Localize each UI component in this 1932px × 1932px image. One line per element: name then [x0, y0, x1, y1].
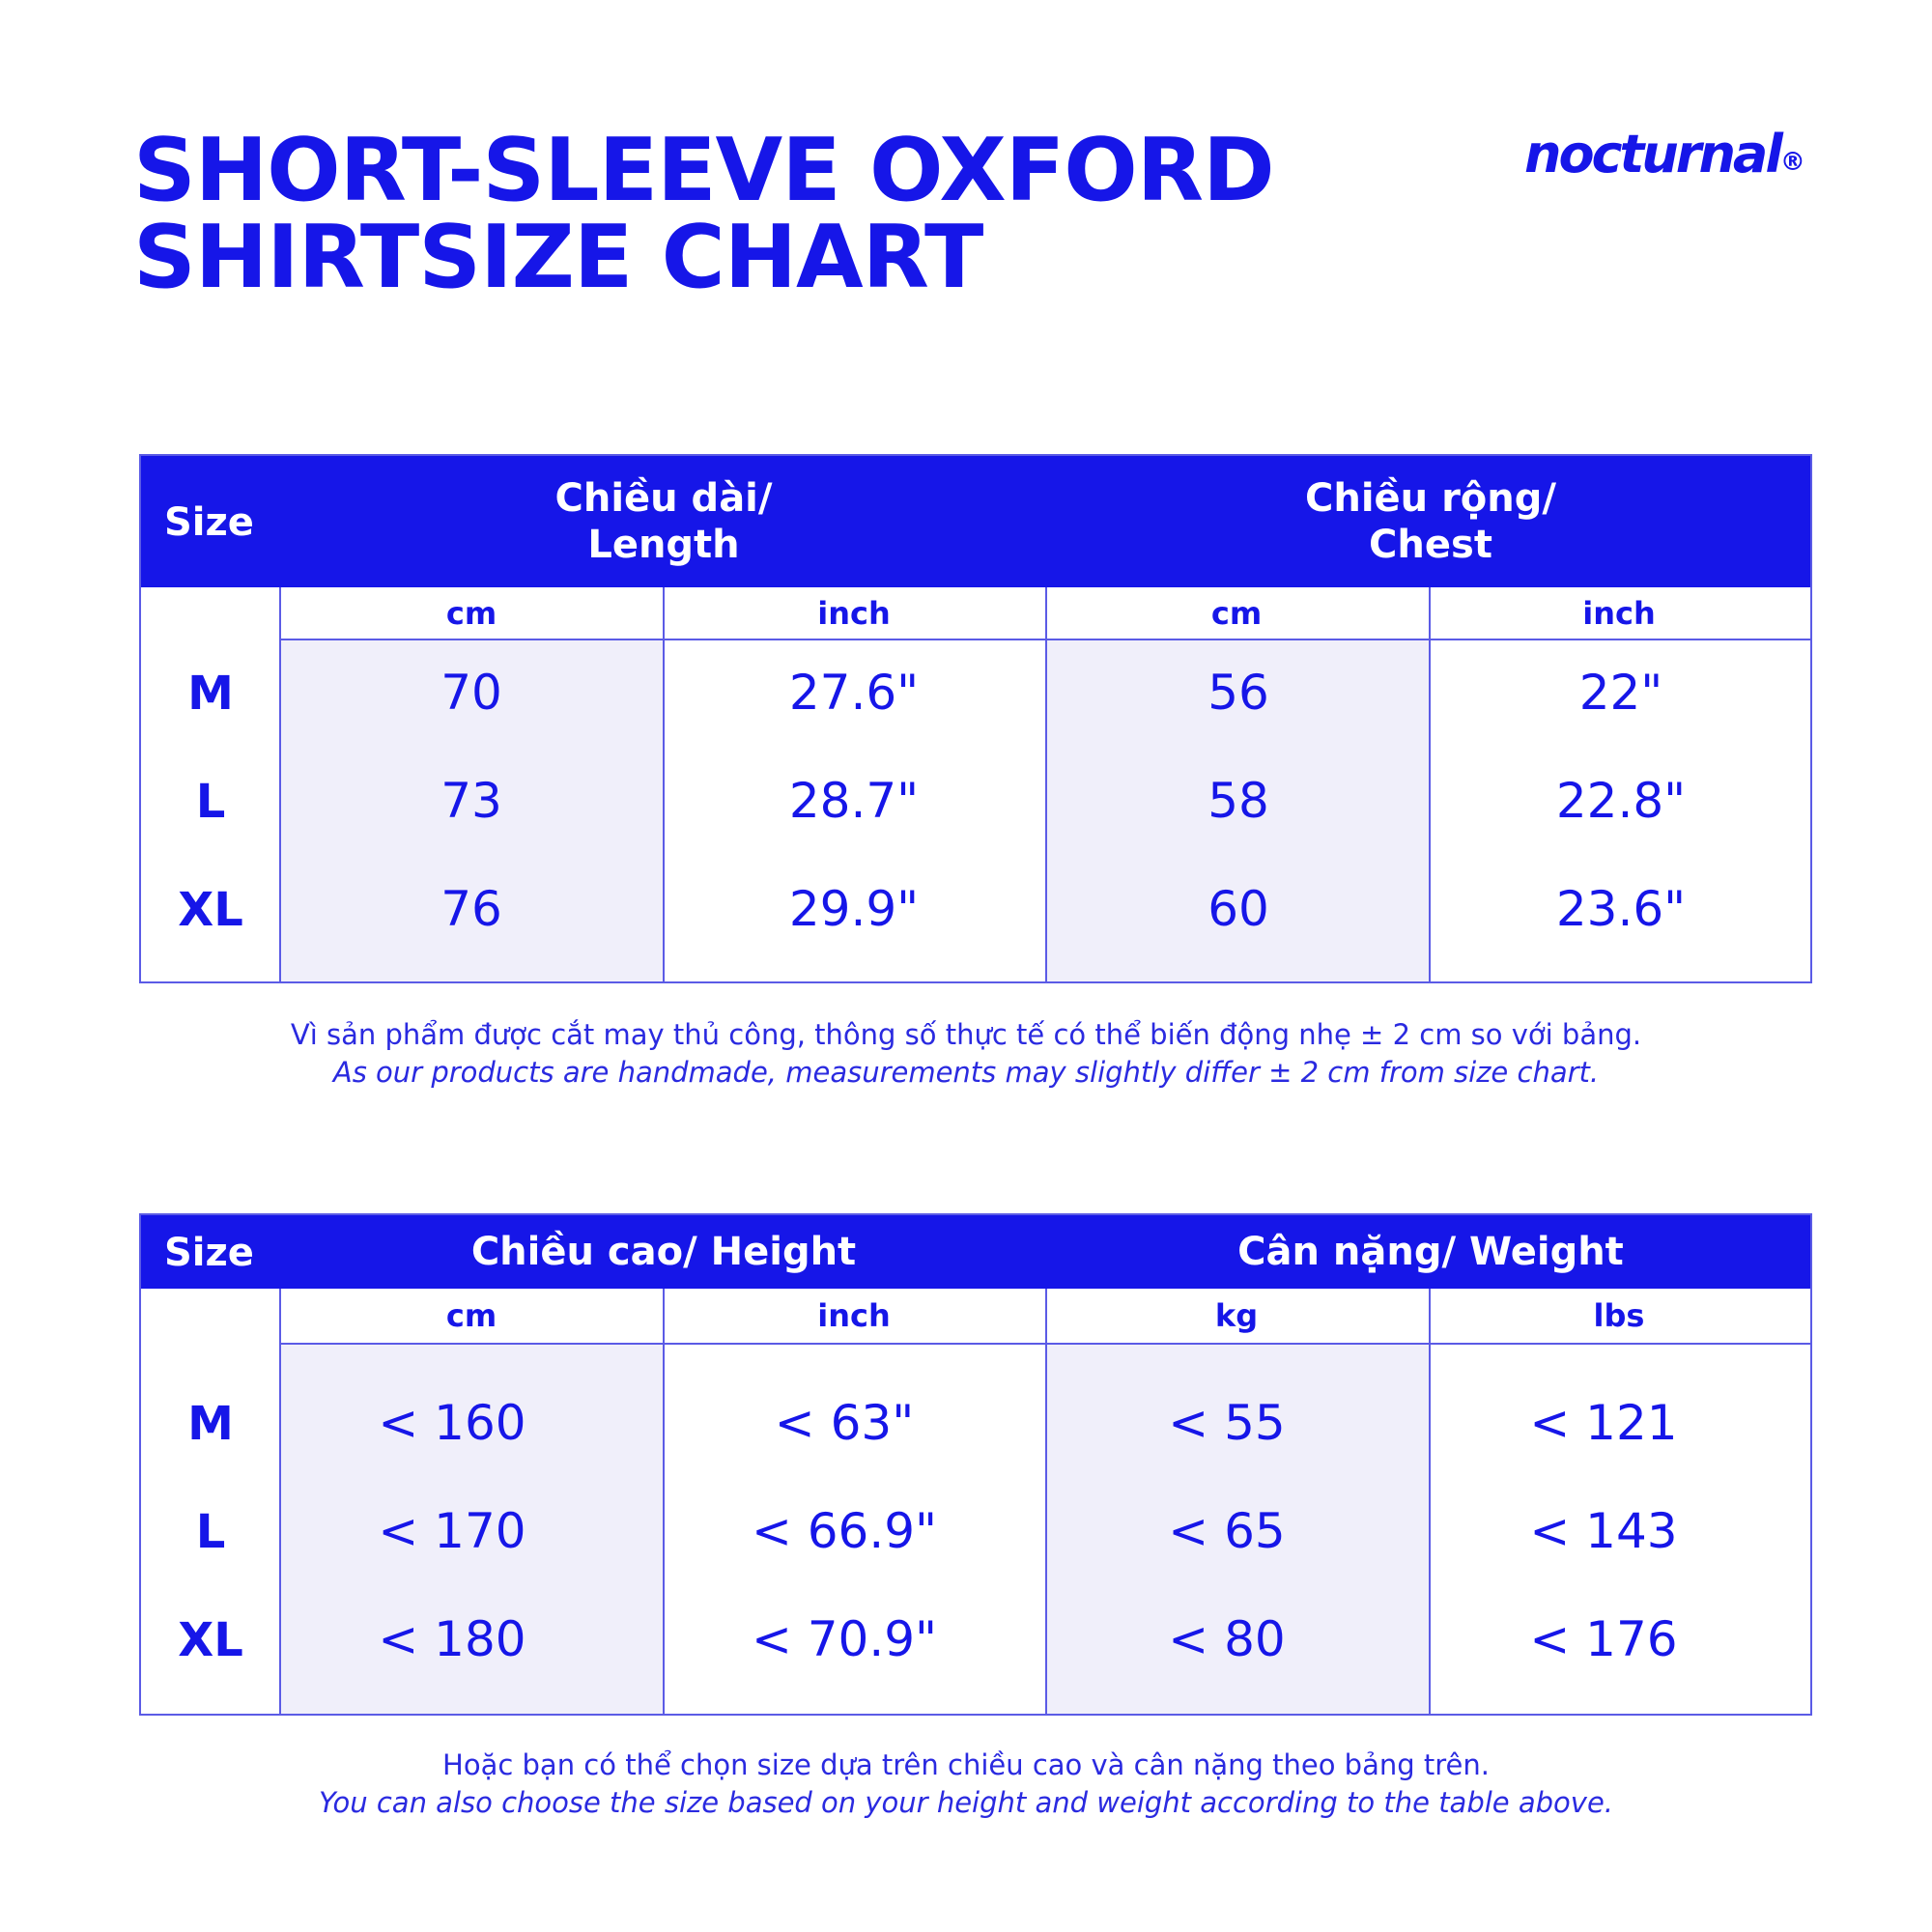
page-title: [133, 120, 1274, 308]
table-cell: < 160: [378, 1395, 526, 1451]
table-cell: 70: [440, 665, 502, 721]
table2-note-en: You can also choose the size based on your height and weight according to the table above.: [318, 1786, 1614, 1819]
table1-note-vi: Vì sản phẩm được cắt may thủ công, thông số thực tế có thể biến động nhẹ ± 2 cm so với bảng.: [290, 1018, 1642, 1051]
length-header-en: Length: [587, 523, 740, 567]
chest-column-header: [1047, 475, 1814, 568]
unit-label: cm: [445, 1297, 497, 1334]
size-label: L: [195, 1505, 226, 1559]
table-cell: < 143: [1529, 1503, 1678, 1559]
unit-label: lbs: [1593, 1297, 1645, 1334]
table-cell: 60: [1208, 881, 1269, 937]
registered-mark: ®: [1779, 148, 1805, 177]
size-label: XL: [178, 883, 243, 937]
brand-name: nocturnal: [1524, 124, 1780, 185]
size-label: XL: [178, 1613, 243, 1667]
table-cell: < 121: [1529, 1395, 1678, 1451]
title-line-2: SHIRTSIZE CHART: [133, 207, 983, 308]
table-header: [141, 1215, 1810, 1289]
size-table-height-weight: [139, 1213, 1812, 1716]
table-header: [141, 456, 1810, 587]
title-line-1: SHORT-SLEEVE OXFORD: [133, 120, 1274, 221]
table-cell: 76: [440, 881, 502, 937]
table-cell: < 170: [378, 1503, 526, 1559]
unit-label: kg: [1214, 1297, 1259, 1334]
brand-logo: [1524, 124, 1805, 185]
unit-label: inch: [817, 1297, 891, 1334]
table-cell: < 55: [1168, 1395, 1286, 1451]
unit-label: inch: [1582, 594, 1656, 632]
table1-note-en: As our products are handmade, measurements may slightly differ ± 2 cm from size chart.: [332, 1056, 1600, 1089]
table-cell: 29.9": [788, 881, 920, 937]
size-column-header: Size: [164, 1231, 254, 1275]
table2-note-vi: Hoặc bạn có thể chọn size dựa trên chiều cao và cân nặng theo bảng trên.: [442, 1748, 1490, 1781]
unit-label: inch: [817, 594, 891, 632]
size-table-length-chest: [139, 454, 1812, 983]
table-cell: 58: [1208, 773, 1269, 829]
size-label: M: [187, 667, 234, 721]
size-column-header: Size: [164, 500, 254, 545]
height-column-header: Chiều cao/ Height: [470, 1230, 857, 1274]
table-cell: 22.8": [1555, 773, 1687, 829]
unit-row: [280, 587, 1810, 640]
table-cell: 23.6": [1555, 881, 1687, 937]
table-cell: 22": [1578, 665, 1663, 721]
chest-header-en: Chest: [1369, 523, 1492, 567]
table-cell: < 70.9": [751, 1611, 938, 1667]
weight-column-header: Cân nặng/ Weight: [1237, 1230, 1624, 1274]
unit-label: cm: [445, 594, 497, 632]
table-cell: < 180: [378, 1611, 526, 1667]
table-cell: < 66.9": [751, 1503, 938, 1559]
unit-label: cm: [1210, 594, 1263, 632]
table-cell: < 176: [1529, 1611, 1678, 1667]
length-header-vi: Chiều dài/: [554, 476, 773, 521]
table-cell: 27.6": [788, 665, 920, 721]
table-cell: < 80: [1168, 1611, 1286, 1667]
table-cell: < 63": [774, 1395, 915, 1451]
table-cell: 56: [1208, 665, 1269, 721]
chest-header-vi: Chiều rộng/: [1305, 476, 1556, 521]
size-label: L: [195, 775, 226, 829]
table-cell: 73: [440, 773, 502, 829]
unit-row: [280, 1289, 1810, 1345]
length-column-header: [280, 475, 1047, 568]
table-cell: < 65: [1168, 1503, 1286, 1559]
size-label: M: [187, 1397, 234, 1451]
table-cell: 28.7": [788, 773, 920, 829]
